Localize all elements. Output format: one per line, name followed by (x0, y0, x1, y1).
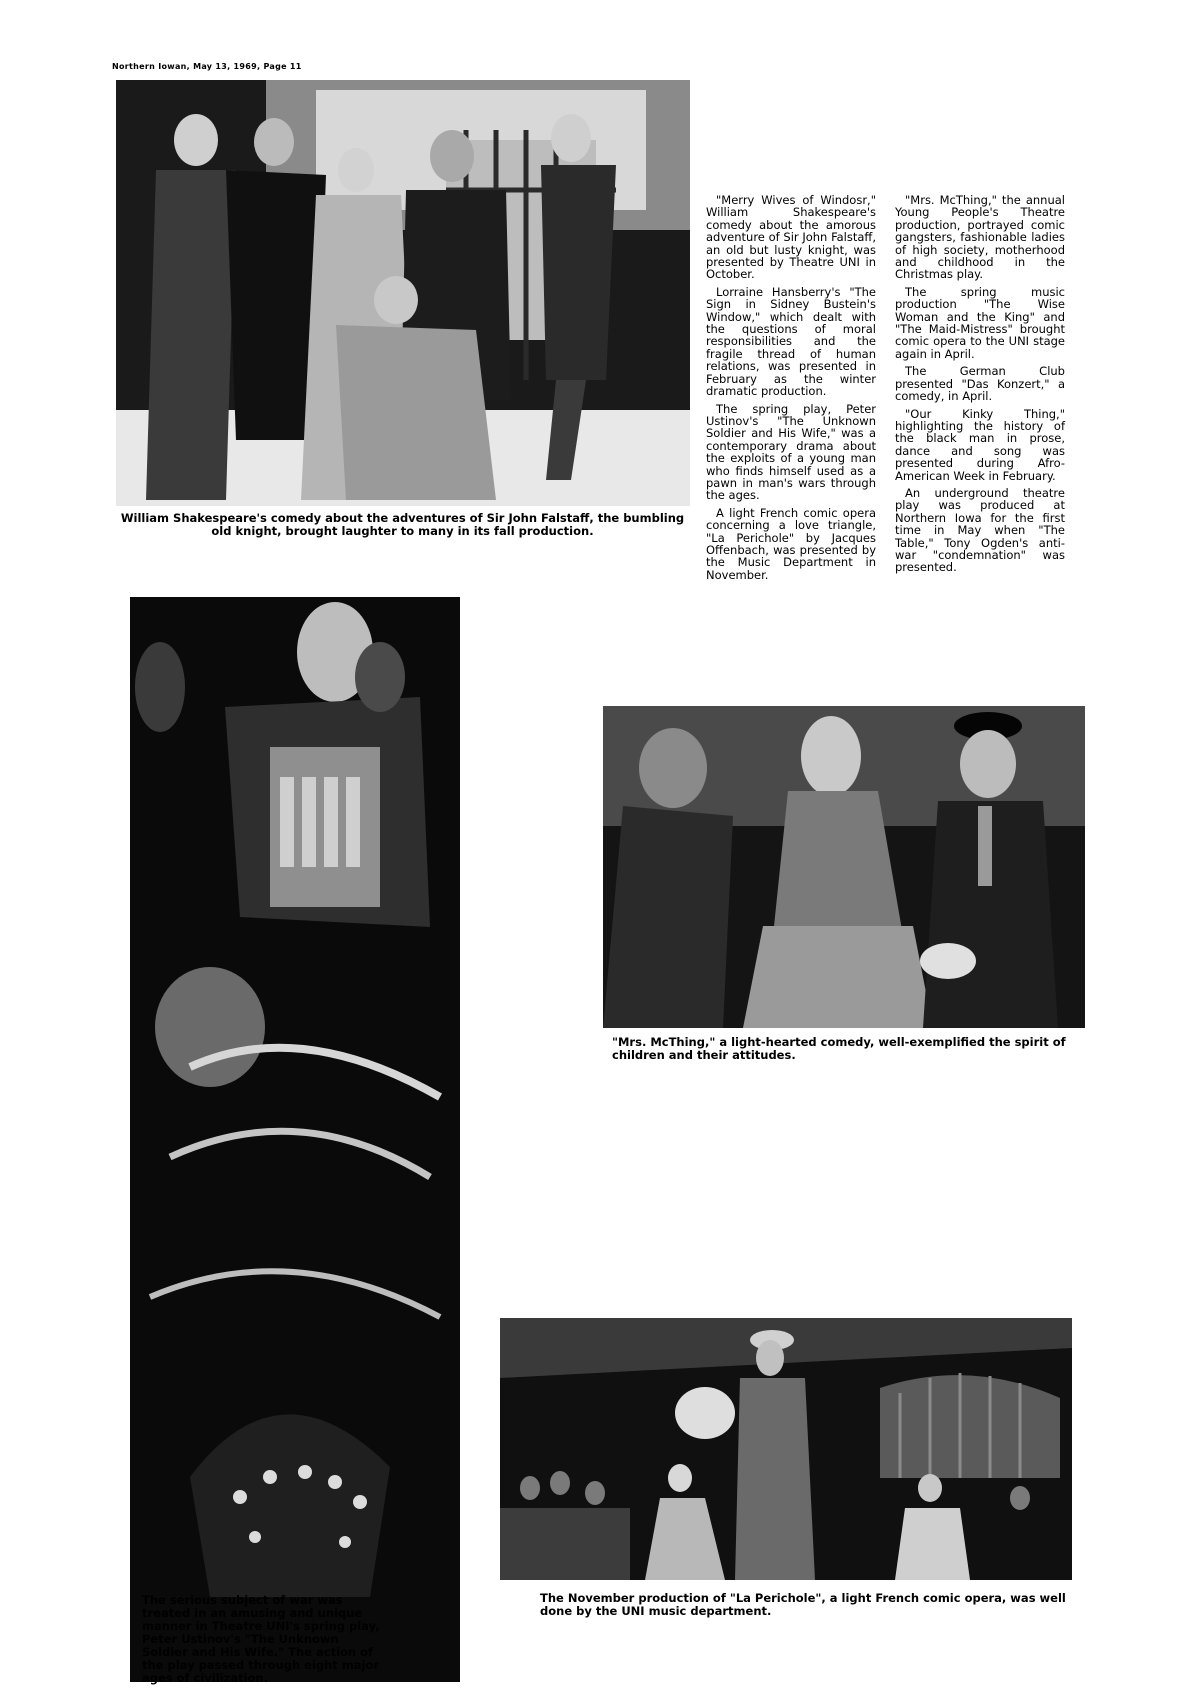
article-paragraph: The German Club presented "Das Konzert," a comedy, in April. (895, 364, 1065, 404)
article-paragraph: The spring play, Peter Ustinov's "The Unknown Soldier and His Wife," was a contemporary drama about the exploits of a young man who finds himself used as a pawn in man's wars through the ages. (706, 401, 876, 503)
article-paragraph: "Mrs. McThing," the annual Young People's Theatre production, portrayed comic gangsters, fashionable ladies of high society, motherhood and childhood in the Christmas play. (895, 193, 1065, 282)
article-paragraph: "Our Kinky Thing," highlighting the history of the black man in prose, dance and song was presented during Afro-American Week in February. (895, 406, 1065, 483)
page-folio: Northern Iowan, May 13, 1969, Page 11 (112, 62, 302, 71)
article-paragraph: Lorraine Hansberry's "The Sign in Sidney Bustein's Window," which dealt with the questions of moral responsibilities and the fragile thread of human relations, was presented in February as the winter dramatic production. (706, 284, 876, 399)
photo-unknown-soldier (130, 597, 460, 1682)
photo-perichole (500, 1318, 1072, 1580)
article-paragraph: A light French comic opera concerning a love triangle, "La Perichole" by Jacques Offenbach, was presented by the Music Department in November. (706, 505, 876, 582)
caption-mcthing: "Mrs. McThing," a light-hearted comedy, well-exemplified the spirit of children and their attitudes. (612, 1035, 1066, 1062)
caption-falstaff: William Shakespeare's comedy about the adventures of Sir John Falstaff, the bumbling old knight, brought laughter to many in its fall production. (120, 511, 685, 538)
photo-falstaff (116, 80, 690, 506)
caption-perichole: The November production of "La Perichole", a light French comic opera, was well done by the UNI music department. (540, 1591, 1066, 1618)
article-paragraph: "Merry Wives of Windosr," William Shakespeare's comedy about the amorous adventure of Sir John Falstaff, an old but lusty knight, was presented by Theatre UNI in October. (706, 193, 876, 282)
article-column-right (895, 194, 1065, 579)
photo-mcthing (603, 706, 1085, 1028)
caption-unknown-soldier: The serious subject of war was treated in an amusing and unique manner in Theatre UNI's spring play, Peter Ustinov's "The Unknown Soldier and His Wife." The action of the play passed through eight major ages of civilization. (142, 1593, 380, 1685)
article-paragraph: An underground theatre play was produced at Northern Iowa for the first time in May when "The Table," Tony Ogden's anti-war "condemnation" was presented. (895, 485, 1065, 575)
article-column-left (706, 194, 876, 586)
article-paragraph: The spring music production "The Wise Woman and the King" and "The Maid-Mistress" brought comic opera to the UNI stage again in April. (895, 284, 1065, 361)
